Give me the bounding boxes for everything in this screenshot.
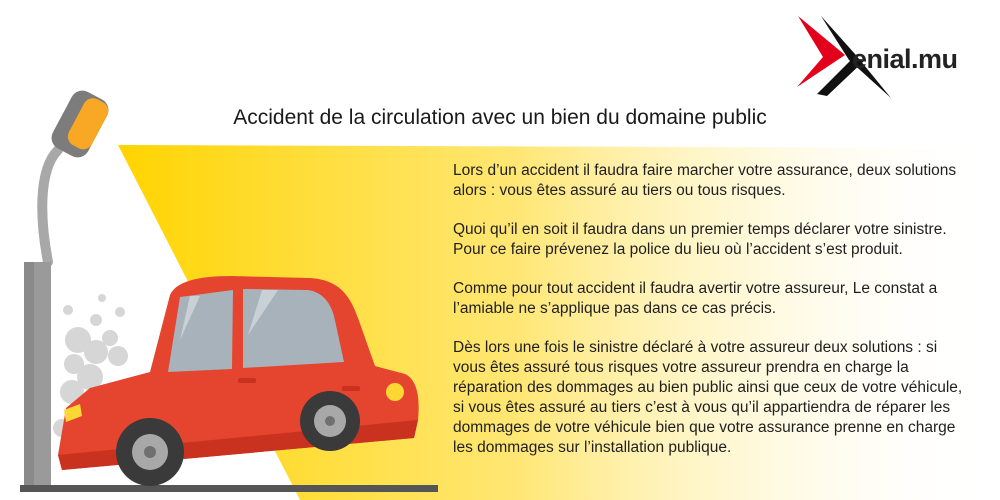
page-title: Accident de la circulation avec un bien du domaine public [233,106,767,129]
paragraph: Quoi qu’il en soit il faudra dans un premier temps déclarer votre sinistre. Pour ce faire prévenez la police du lieu où l’accident s’est produit. [453,221,947,258]
logo-brand-text: enial.mu [852,44,958,74]
paragraph: Comme pour tout accident il faudra avertir votre assureur, Le constat a l’amiable ne s’applique pas dans ce cas précis. [453,280,938,317]
article-body [453,161,973,477]
paragraph: Dès lors une fois le sinistre déclaré à votre assureur deux solutions : si vous êtes assuré tous risques votre assureur prendra en charge la réparation des dommages au bien public ainsi que ceux de votre véhicule, si vous êtes assuré au tiers c’est à vous qu’il appartiendra de réparer les dommages de votre véhicule bien que votre assurance prenne en charge les dommages sur l’installation publique. [453,339,963,456]
ground-line [20,485,438,492]
paragraph: Lors d’un accident il faudra faire marcher votre assurance, deux solutions alors : vous êtes assuré au tiers ou tous risques. [453,162,957,199]
